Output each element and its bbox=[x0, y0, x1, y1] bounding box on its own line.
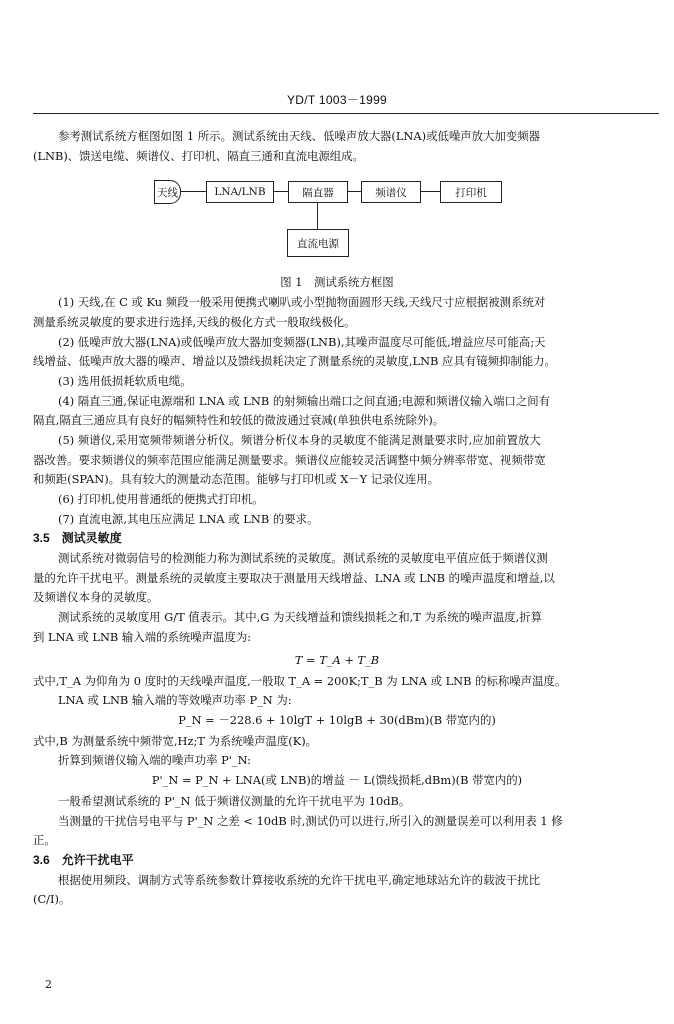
connector bbox=[273, 191, 288, 192]
item-line: (2) 低噪声放大器(LNA)或低噪声放大器加变频器(LNB),其噪声温度尽可能低,增益应尽可能高;天 bbox=[58, 335, 546, 349]
antenna-box bbox=[154, 180, 181, 204]
item-line: (3) 选用低损耗软质电缆。 bbox=[58, 374, 192, 388]
power-box bbox=[287, 229, 349, 257]
body-line: 式中,T_A 为仰角为 0 度时的天线噪声温度,一般取 T_A = 200K;T_B 为 LNA 或 LNB 的标称噪声温度。 bbox=[33, 674, 567, 688]
spectrum-label: 频谱仪 bbox=[375, 186, 407, 199]
connector bbox=[180, 191, 206, 192]
item-line: (7) 直流电源,其电压应满足 LNA 或 LNB 的要求。 bbox=[58, 512, 319, 526]
body-line: 当测量的干扰信号电平与 P'_N 之差 < 10dB 时,测试仍可以进行,所引入的测量误差可以利用表 1 修 bbox=[58, 814, 563, 828]
printer-box bbox=[440, 181, 502, 203]
intro-line: (LNB)、馈送电缆、频谱仪、打印机、隔直三通和直流电源组成。 bbox=[33, 149, 364, 163]
body-line: 式中,B 为测量系统中频带宽,Hz;T 为系统噪声温度(K)。 bbox=[33, 734, 318, 748]
item-line: 器改善。要求频谱仪的频率范围应能满足测量要求。频谱仪应能较灵活调整中频分辨率带宽、视频带宽 bbox=[33, 453, 546, 467]
body-line: 根据使用频段、调制方式等系统参数计算接收系统的允许干扰电平,确定地球站允许的载波干扰比 bbox=[58, 873, 541, 887]
dcblock-label: 隔直器 bbox=[302, 186, 334, 199]
power-label: 直流电源 bbox=[297, 237, 339, 250]
printer-label: 打印机 bbox=[455, 186, 487, 199]
body-line: 折算到频谱仪输入端的噪声功率 P'_N: bbox=[58, 753, 251, 767]
spectrum-box bbox=[361, 181, 421, 203]
body-line: 及频谱仪本身的灵敏度。 bbox=[33, 590, 159, 604]
equation: P'_N = P_N + LNA(或 LNB)的增益 － L(馈线损耗,dBm)(B 带宽内的) bbox=[151, 773, 523, 787]
item-line: 测量系统灵敏度的要求进行选择,天线的极化方式一般取线极化。 bbox=[33, 315, 356, 329]
item-line: (5) 频谱仪,采用宽频带频谱分析仪。频谱分析仪本身的灵敏度不能满足测量要求时,应加前置放大 bbox=[58, 433, 541, 447]
figure-caption: 图 1 测试系统方框图 bbox=[280, 275, 394, 289]
equation: P_N = －228.6 + 10lgT + 10lgB + 30(dBm)(B 带宽内的) bbox=[178, 713, 496, 727]
item-line: 线增益、低噪声放大器的噪声、增益以及馈线损耗决定了测量系统的灵敏度,LNB 应具有镜频抑制能力。 bbox=[33, 354, 556, 368]
dcblock-box bbox=[288, 181, 348, 203]
body-line: 到 LNA 或 LNB 输入端的系统噪声温度为: bbox=[33, 630, 252, 644]
lna-box bbox=[206, 181, 274, 203]
header-rule bbox=[33, 113, 659, 114]
body-line: (C/I)。 bbox=[33, 892, 71, 906]
lna-label: LNA/LNB bbox=[214, 186, 266, 198]
body-line: 量的允许干扰电平。测量系统的灵敏度主要取决于测量用天线增益、LNA 或 LNB 的噪声温度和增益,以 bbox=[33, 571, 555, 585]
body-line: 测试系统对微弱信号的检测能力称为测试系统的灵敏度。测试系统的灵敏度电平值应低于频谱仪测 bbox=[58, 551, 548, 565]
body-line: 一般希望测试系统的 P'_N 低于频谱仪测量的允许干扰电平为 10dB。 bbox=[58, 794, 411, 808]
intro-line: 参考测试系统方框图如图 1 所示。测试系统由天线、低噪声放大器(LNA)或低噪声放大加变频器 bbox=[58, 129, 540, 143]
connector bbox=[420, 191, 440, 192]
page-number: 2 bbox=[45, 978, 52, 991]
item-line: (4) 隔直三通,保证电源端和 LNA 或 LNB 的射频输出端口之间直通;电源和频谱仪输入端口之间有 bbox=[58, 394, 551, 408]
section-heading: 3.6 允许干扰电平 bbox=[33, 853, 134, 867]
item-line: (1) 天线,在 C 或 Ku 频段一般采用便携式喇叭或小型抛物面圆形天线,天线尺寸应根据被测系统对 bbox=[58, 295, 546, 309]
body-line: 测试系统的灵敏度用 G/T 值表示。其中,G 为天线增益和馈线损耗之和,T 为系统的噪声温度,折算 bbox=[58, 610, 543, 624]
page-header: YD/T 1003－1999 bbox=[286, 93, 388, 107]
antenna-label: 天线 bbox=[157, 186, 178, 199]
body-line: 正。 bbox=[33, 833, 56, 847]
item-line: 和频距(SPAN)。具有较大的测量动态范围。能够与打印机或 X－Y 记录仪连用。 bbox=[33, 472, 440, 486]
connector bbox=[347, 191, 361, 192]
section-heading: 3.5 测试灵敏度 bbox=[33, 531, 122, 545]
body-line: LNA 或 LNB 输入端的等效噪声功率 P_N 为: bbox=[58, 693, 292, 707]
equation: T = T_A + T_B bbox=[294, 653, 380, 667]
item-line: (6) 打印机,使用普通纸的便携式打印机。 bbox=[58, 492, 264, 506]
connector bbox=[317, 202, 318, 229]
item-line: 隔直,隔直三通应具有良好的幅频特性和较低的微波通过衰减(单独供电系统除外)。 bbox=[33, 413, 445, 427]
